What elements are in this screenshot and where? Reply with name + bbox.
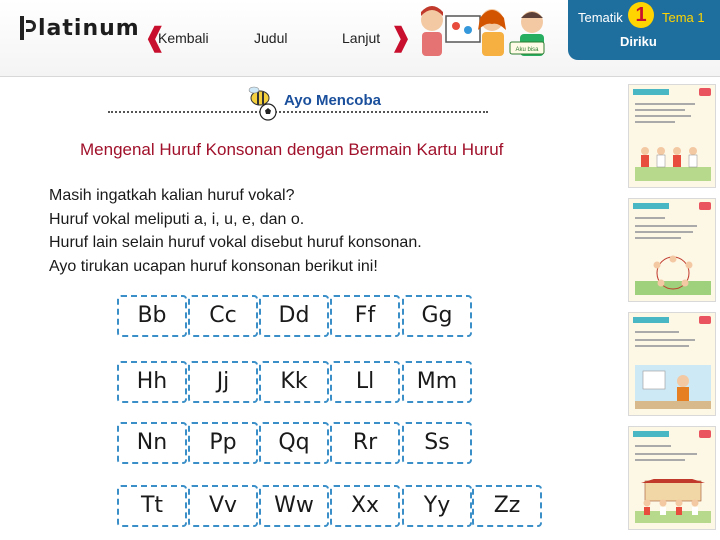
- back-button[interactable]: Kembali: [158, 30, 209, 46]
- page-thumbnail-strip: [624, 80, 720, 540]
- letter-card: Jj: [188, 361, 258, 403]
- tematik-label: Tematik: [578, 10, 623, 25]
- letter-card: Qq: [259, 422, 329, 464]
- page-thumbnail[interactable]: [628, 312, 716, 416]
- letter-card: Vv: [188, 485, 258, 527]
- letter-card: Yy: [402, 485, 472, 527]
- paragraph-line: Masih ingatkah kalian huruf vokal?: [49, 187, 295, 204]
- letter-card: Dd: [259, 295, 329, 337]
- letter-card: Pp: [188, 422, 258, 464]
- page-thumbnail[interactable]: [628, 84, 716, 188]
- lesson-heading: Mengenal Huruf Konsonan dengan Bermain Kartu Huruf: [80, 140, 504, 159]
- letter-card: Hh: [117, 361, 187, 403]
- letter-card: Xx: [330, 485, 400, 527]
- logo-text: latinum: [38, 15, 140, 41]
- letter-card: Ss: [402, 422, 472, 464]
- paragraph-line: Ayo tirukan ucapan huruf konsonan berikut ini!: [49, 257, 378, 275]
- next-arrow-icon[interactable]: ❱: [390, 22, 412, 52]
- section-divider: [108, 111, 488, 113]
- letter-card: Zz: [472, 485, 542, 527]
- paragraph-line: Huruf vokal meliputi a, i, u, e, dan o.: [49, 210, 305, 228]
- letter-card: Ff: [330, 295, 400, 337]
- letter-card: Cc: [188, 295, 258, 337]
- page-thumbnail[interactable]: [628, 426, 716, 530]
- letter-card: Nn: [117, 422, 187, 464]
- letter-card: Tt: [117, 485, 187, 527]
- back-arrow-icon[interactable]: ❰: [144, 22, 166, 52]
- letter-card: Bb: [117, 295, 187, 337]
- subtema-label: Diriku: [620, 34, 657, 49]
- next-button[interactable]: Lanjut: [342, 30, 381, 46]
- paragraph-line: Huruf lain selain huruf vokal disebut huruf konsonan.: [49, 234, 422, 251]
- children-illustration: [412, 2, 552, 72]
- letter-card: Mm: [402, 361, 472, 403]
- lesson-paragraph: [49, 184, 422, 278]
- platinum-logo: [20, 14, 140, 42]
- title-button[interactable]: Judul: [254, 30, 288, 46]
- tema-number-badge: 1: [628, 2, 654, 28]
- letter-card: Gg: [402, 295, 472, 337]
- letter-card: Ww: [259, 485, 329, 527]
- bee-ball-icon: [246, 84, 280, 122]
- letter-card: Kk: [259, 361, 329, 403]
- letter-card: Rr: [330, 422, 400, 464]
- letter-card: Ll: [330, 361, 400, 403]
- logo-mark-icon: [20, 16, 36, 40]
- section-title: Ayo Mencoba: [284, 92, 381, 109]
- kids-sign-text: Aku bisa: [515, 47, 539, 53]
- page-thumbnail[interactable]: [628, 198, 716, 302]
- tema-label: Tema 1: [662, 10, 705, 25]
